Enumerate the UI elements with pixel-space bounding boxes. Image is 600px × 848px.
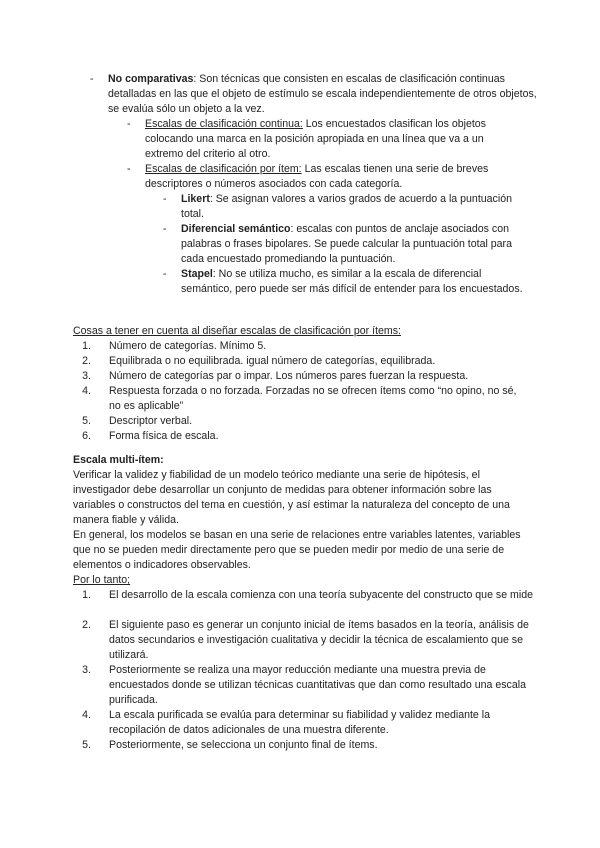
list-number: 3. bbox=[82, 664, 91, 676]
dash-marker: - bbox=[90, 73, 94, 85]
list-text: Forma física de escala. bbox=[109, 430, 219, 442]
dash-marker: - bbox=[163, 193, 167, 205]
section2-title: Cosas a tener en cuenta al diseñar escalas de clasificación por ítems: bbox=[73, 325, 401, 337]
term-likert: Likert bbox=[181, 193, 210, 205]
bullet-text bbox=[145, 162, 515, 192]
dash-marker: - bbox=[127, 163, 131, 175]
desc-no-comparativas: : Son técnicas que consisten en escalas de clasificación continuas detalladas en las que el objeto de estímulo se escala independientemente de otros objetos, se evalúa sólo un objeto a la vez. bbox=[108, 73, 537, 115]
list-text: Posteriormente, se selecciona un conjunto final de ítems. bbox=[109, 739, 378, 751]
list-number: 2. bbox=[82, 619, 91, 631]
desc-diferencial-semantico: : escalas con puntos de anclaje asociados con palabras o frases bipolares. Se puede calcular la puntuación total para cada encuestado promediando la puntuación. bbox=[181, 223, 512, 265]
list-text: El desarrollo de la escala comienza con una teoría subyacente del constructo que se mide bbox=[109, 589, 533, 601]
list-text: Respuesta forzada o no forzada. Forzadas no se ofrecen ítems como “no opino, no sé, no es aplicable” bbox=[109, 385, 517, 412]
dash-marker: - bbox=[127, 118, 131, 130]
list-text: Descriptor verbal. bbox=[109, 415, 193, 427]
list-text: Número de categorías par o impar. Los números pares fuerzan la respuesta. bbox=[109, 370, 469, 382]
list-text: La escala purificada se evalúa para determinar su fiabilidad y validez mediante la recopilación de datos adicionales de una muestra diferente. bbox=[109, 709, 491, 736]
bullet-text bbox=[181, 192, 516, 222]
list-number: 6. bbox=[82, 430, 91, 442]
section3-paragraph-2: En general, los modelos se basan en una serie de relaciones entre variables latentes, variables que no se pueden medir directamente pero que se pueden medir por medio de una serie de elementos o indicadores observables. bbox=[73, 529, 521, 571]
term-escala-continua: Escalas de clasificación continua: bbox=[145, 118, 303, 130]
list-text: Equilibrada o no equilibrada. igual número de categorías, equilibrada. bbox=[109, 355, 436, 367]
bullet-text bbox=[181, 267, 526, 297]
list-number: 1. bbox=[82, 589, 91, 601]
section3-title: Escala multi-ítem: bbox=[73, 454, 164, 466]
list-text: Número de categorías. Mínimo 5. bbox=[109, 340, 267, 352]
list-number: 3. bbox=[82, 370, 91, 382]
list-number: 5. bbox=[82, 739, 91, 751]
list-number: 2. bbox=[82, 355, 91, 367]
list-number: 4. bbox=[82, 385, 91, 397]
list-number: 4. bbox=[82, 709, 91, 721]
bullet-text bbox=[108, 72, 538, 117]
list-number: 5. bbox=[82, 415, 91, 427]
term-escala-por-item: Escalas de clasificación por ítem: bbox=[145, 163, 302, 175]
por-lo-tanto-label: Por lo tanto; bbox=[73, 574, 131, 586]
dash-marker: - bbox=[163, 268, 167, 280]
desc-escala-por-item: Las escalas tienen una serie de breves descriptores o números asociados con cada categoría. bbox=[145, 163, 489, 190]
term-stapel: Stapel bbox=[181, 268, 213, 280]
bullet-text bbox=[145, 117, 520, 162]
section3-paragraph-1: Verificar la validez y fiabilidad de un modelo teórico mediante una serie de hipótesis, el investigador debe desarrollar un conjunto de medidas para obtener información sobre las variables o constructos del tema en cuestión, y así estimar la naturaleza del concepto de una manera fiable y válida. bbox=[73, 469, 510, 526]
term-no-comparativas: No comparativas bbox=[108, 73, 194, 85]
list-text: El siguiente paso es generar un conjunto inicial de ítems basados en la teoría, análisis de datos secundarios e investigación cualitativa y decidir la técnica de escalamiento que se utilizará. bbox=[109, 619, 529, 661]
list-number: 1. bbox=[82, 340, 91, 352]
bullet-text bbox=[181, 222, 526, 267]
dash-marker: - bbox=[163, 223, 167, 235]
desc-escala-continua: Los encuestados clasifican los objetos colocando una marca en la posición apropiada en una línea que va a un extremo del criterio al otro. bbox=[145, 118, 486, 160]
list-text: Posteriormente se realiza una mayor reducción mediante una muestra previa de encuestados donde se utilizan técnicas cuantitativas que dan como resultado una escala purificada. bbox=[109, 664, 526, 706]
desc-likert: : Se asignan valores a varios grados de acuerdo a la puntuación total. bbox=[181, 193, 512, 220]
desc-stapel: : No se utiliza mucho, es similar a la escala de diferencial semántico, pero puede ser más difícil de entender para los encuestados. bbox=[181, 268, 523, 295]
term-diferencial-semantico: Diferencial semántico bbox=[181, 223, 291, 235]
